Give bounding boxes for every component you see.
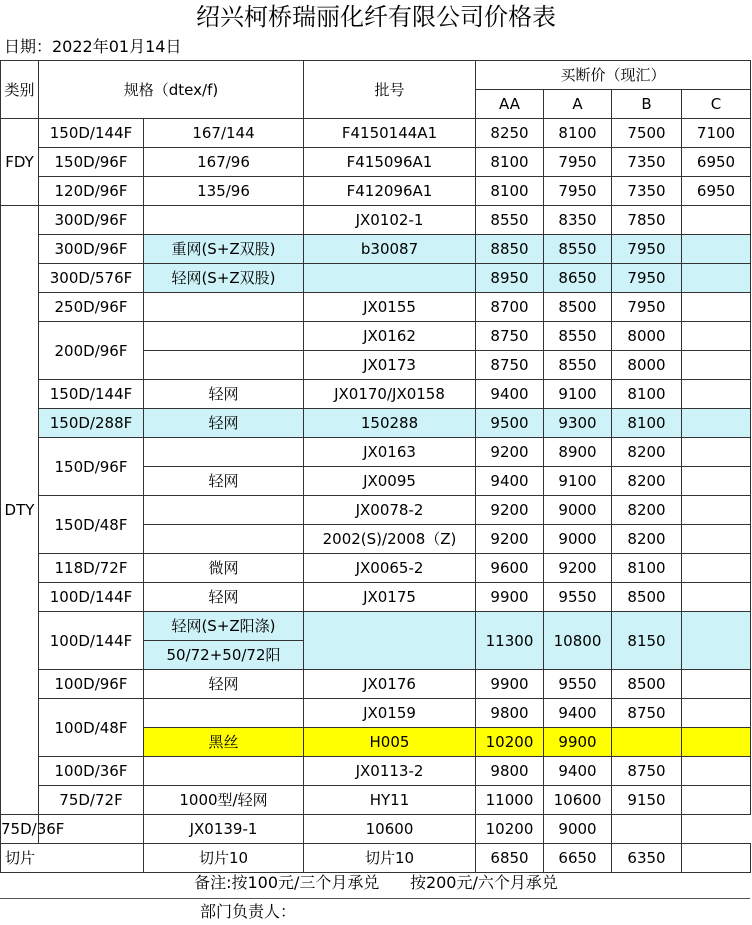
price-c-cell <box>682 380 751 409</box>
subspec-cell: 轻网 <box>144 583 304 612</box>
lot-cell: H005 <box>304 728 476 757</box>
subspec-cell <box>144 322 304 351</box>
price-b-cell: 8150 <box>612 612 682 670</box>
price-c-cell <box>682 496 751 525</box>
price-c-cell <box>612 815 682 844</box>
price-c-cell: 6950 <box>682 177 751 206</box>
lot-cell: F415096A1 <box>304 148 476 177</box>
spec-cell: 150D/144F <box>39 119 144 148</box>
price-b-cell: 8500 <box>612 670 682 699</box>
table-row <box>1 786 751 815</box>
price-aa-cell: 8100 <box>476 177 544 206</box>
price-aa-cell: 10200 <box>476 728 544 757</box>
price-b-cell: 7350 <box>612 148 682 177</box>
price-c-cell <box>682 351 751 380</box>
price-b-cell <box>612 728 682 757</box>
table-row <box>1 235 751 264</box>
table-row <box>1 612 751 641</box>
price-aa-cell: 9400 <box>476 380 544 409</box>
price-c-cell <box>682 322 751 351</box>
price-a-cell: 7950 <box>544 177 612 206</box>
price-a-cell: 9200 <box>544 554 612 583</box>
price-b-cell: 9000 <box>544 815 612 844</box>
price-b-cell: 9150 <box>612 786 682 815</box>
price-a-cell: 10200 <box>476 815 544 844</box>
subspec-cell: 135/96 <box>144 177 304 206</box>
lot-cell: JX0162 <box>304 322 476 351</box>
price-b-cell: 8200 <box>612 496 682 525</box>
subspec-cell: 微网 <box>144 554 304 583</box>
price-aa-cell: 11300 <box>476 612 544 670</box>
price-b-cell: 7500 <box>612 119 682 148</box>
price-aa-cell: 9200 <box>476 496 544 525</box>
table-row <box>1 322 751 351</box>
price-aa-cell: 9200 <box>476 525 544 554</box>
price-a-cell: 8550 <box>544 235 612 264</box>
subspec-cell <box>144 496 304 525</box>
spec-cell: 300D/96F <box>39 206 144 235</box>
header-lot: 批号 <box>304 61 476 119</box>
table-row <box>1 119 751 148</box>
subspec-cell: 轻网 <box>144 467 304 496</box>
subspec-cell: 切片10 <box>144 844 304 873</box>
price-b-cell: 8500 <box>612 583 682 612</box>
table-row <box>1 380 751 409</box>
price-a-cell: 8350 <box>544 206 612 235</box>
table-row <box>1 757 751 786</box>
price-c-cell <box>682 554 751 583</box>
price-b-cell: 8100 <box>612 409 682 438</box>
price-table <box>0 60 751 873</box>
price-b-cell: 8200 <box>612 438 682 467</box>
lot-cell: JX0065-2 <box>304 554 476 583</box>
price-c-cell <box>682 293 751 322</box>
price-a-cell: 9400 <box>544 699 612 728</box>
lot-cell: JX0159 <box>304 699 476 728</box>
price-a-cell: 9000 <box>544 525 612 554</box>
table-row <box>1 206 751 235</box>
price-c-cell <box>682 467 751 496</box>
price-c-cell <box>682 438 751 467</box>
lot-cell: JX0139-1 <box>144 815 304 844</box>
price-aa-cell: 10600 <box>304 815 476 844</box>
subspec-cell: 轻网 <box>144 409 304 438</box>
table-row <box>1 554 751 583</box>
price-aa-cell: 6850 <box>476 844 544 873</box>
table-row <box>1 264 751 293</box>
spec-cell: 118D/72F <box>39 554 144 583</box>
lot-cell: 2002(S)/2008（Z) <box>304 525 476 554</box>
price-a-cell: 8500 <box>544 293 612 322</box>
lot-cell: F412096A1 <box>304 177 476 206</box>
price-a-cell: 8550 <box>544 322 612 351</box>
price-aa-cell: 8750 <box>476 351 544 380</box>
spec-cell: 100D/36F <box>39 757 144 786</box>
price-b-cell: 8100 <box>612 554 682 583</box>
subspec-cell: 重网(S+Z双股) <box>144 235 304 264</box>
price-b-cell: 8750 <box>612 757 682 786</box>
header-price-group: 买断价（现汇） <box>476 61 751 90</box>
price-b-cell: 7950 <box>612 293 682 322</box>
header-grade-b: B <box>612 90 682 119</box>
lot-cell: JX0095 <box>304 467 476 496</box>
price-c-cell <box>682 699 751 728</box>
subspec-cell <box>144 293 304 322</box>
subspec-cell: 50/72+50/72阳 <box>144 641 304 670</box>
subspec-cell <box>144 206 304 235</box>
price-b-cell: 7350 <box>612 177 682 206</box>
price-c-cell <box>682 612 751 670</box>
price-a-cell: 10800 <box>544 612 612 670</box>
table-row <box>1 293 751 322</box>
responsible-person-label: 部门负责人： <box>200 902 297 921</box>
table-row <box>1 409 751 438</box>
subspec-cell: 167/96 <box>144 148 304 177</box>
price-b-cell: 6350 <box>612 844 682 873</box>
price-aa-cell: 9400 <box>476 467 544 496</box>
price-a-cell: 6650 <box>544 844 612 873</box>
spec-cell: 250D/96F <box>39 293 144 322</box>
price-a-cell: 8100 <box>544 119 612 148</box>
spec-cell: 150D/96F <box>39 438 144 496</box>
spec-cell: 100D/48F <box>39 699 144 757</box>
price-c-cell <box>682 409 751 438</box>
lot-cell: JX0170/JX0158 <box>304 380 476 409</box>
subspec-cell: 轻网 <box>144 670 304 699</box>
price-a-cell: 8550 <box>544 351 612 380</box>
price-b-cell: 8000 <box>612 351 682 380</box>
price-b-cell: 7950 <box>612 264 682 293</box>
spec-cell: 300D/576F <box>39 264 144 293</box>
price-b-cell: 8200 <box>612 525 682 554</box>
price-aa-cell: 9200 <box>476 438 544 467</box>
spec-cell: 75D/36F <box>1 815 39 844</box>
spec-cell: 100D/144F <box>39 583 144 612</box>
price-aa-cell: 9500 <box>476 409 544 438</box>
price-c-cell: 7100 <box>682 119 751 148</box>
lot-cell: F4150144A1 <box>304 119 476 148</box>
price-aa-cell: 8100 <box>476 148 544 177</box>
spec-cell: 100D/144F <box>39 612 144 670</box>
header-category: 类别 <box>1 61 39 119</box>
header-grade-a: A <box>544 90 612 119</box>
lot-cell: JX0173 <box>304 351 476 380</box>
lot-cell: JX0078-2 <box>304 496 476 525</box>
spec-cell: 300D/96F <box>39 235 144 264</box>
price-a-cell: 9000 <box>544 496 612 525</box>
subspec-cell: 轻网 <box>144 380 304 409</box>
header-grade-c: C <box>682 90 751 119</box>
price-c-cell: 6950 <box>682 148 751 177</box>
lot-cell: b30087 <box>304 235 476 264</box>
lot-cell: JX0155 <box>304 293 476 322</box>
table-row <box>1 496 751 525</box>
lot-cell: JX0175 <box>304 583 476 612</box>
category-chip: 切片 <box>1 844 144 873</box>
category-fdy: FDY <box>1 119 39 206</box>
spec-cell: 150D/96F <box>39 148 144 177</box>
price-c-cell <box>682 728 751 757</box>
lot-cell: 切片10 <box>304 844 476 873</box>
table-row <box>1 583 751 612</box>
price-aa-cell: 11000 <box>476 786 544 815</box>
price-b-cell: 7850 <box>612 206 682 235</box>
price-a-cell: 8900 <box>544 438 612 467</box>
subspec-cell <box>144 757 304 786</box>
lot-cell <box>304 612 476 670</box>
price-b-cell: 8750 <box>612 699 682 728</box>
price-a-cell: 9550 <box>544 670 612 699</box>
price-a-cell: 9900 <box>544 728 612 757</box>
price-c-cell <box>682 206 751 235</box>
price-aa-cell: 8550 <box>476 206 544 235</box>
subspec-cell <box>144 525 304 554</box>
header-spec: 规格（dtex/f) <box>39 61 304 119</box>
price-c-cell <box>682 583 751 612</box>
price-a-cell: 9300 <box>544 409 612 438</box>
spec-cell: 150D/48F <box>39 496 144 554</box>
price-aa-cell: 9800 <box>476 699 544 728</box>
price-aa-cell: 8850 <box>476 235 544 264</box>
price-b-cell: 8200 <box>612 467 682 496</box>
spec-cell: 150D/144F <box>39 380 144 409</box>
subspec-cell: 黑丝 <box>144 728 304 757</box>
price-a-cell: 9550 <box>544 583 612 612</box>
lot-cell: JX0163 <box>304 438 476 467</box>
table-row <box>1 670 751 699</box>
price-a-cell: 8650 <box>544 264 612 293</box>
spec-cell: 150D/288F <box>39 409 144 438</box>
header-grade-aa: AA <box>476 90 544 119</box>
price-aa-cell: 9800 <box>476 757 544 786</box>
price-b-cell: 8000 <box>612 322 682 351</box>
table-row <box>1 148 751 177</box>
header-row <box>1 61 751 90</box>
price-b-cell: 8100 <box>612 380 682 409</box>
divider <box>0 898 750 899</box>
subspec-cell: 167/144 <box>144 119 304 148</box>
subspec-cell: 轻网(S+Z阳涤) <box>144 612 304 641</box>
table-row <box>1 177 751 206</box>
price-c-cell <box>682 264 751 293</box>
price-a-cell: 9100 <box>544 467 612 496</box>
spec-cell: 75D/72F <box>39 786 144 815</box>
price-aa-cell: 9600 <box>476 554 544 583</box>
subspec-cell: 轻网(S+Z双股) <box>144 264 304 293</box>
table-row <box>1 815 751 844</box>
lot-cell <box>304 264 476 293</box>
lot-cell: JX0176 <box>304 670 476 699</box>
remark-note: 备注:按100元/三个月承兑 按200元/六个月承兑 <box>194 873 558 892</box>
price-a-cell: 10600 <box>544 786 612 815</box>
price-aa-cell: 8700 <box>476 293 544 322</box>
lot-cell: 150288 <box>304 409 476 438</box>
subspec-cell: 1000型/轻网 <box>144 786 304 815</box>
price-c-cell <box>682 786 751 815</box>
price-aa-cell: 8250 <box>476 119 544 148</box>
price-c-cell <box>682 670 751 699</box>
price-a-cell: 9400 <box>544 757 612 786</box>
subspec-cell <box>144 351 304 380</box>
price-c-cell <box>682 525 751 554</box>
price-aa-cell: 9900 <box>476 670 544 699</box>
price-b-cell: 7950 <box>612 235 682 264</box>
lot-cell: HY11 <box>304 786 476 815</box>
price-aa-cell: 8950 <box>476 264 544 293</box>
spec-cell: 100D/96F <box>39 670 144 699</box>
price-aa-cell: 8750 <box>476 322 544 351</box>
price-a-cell: 9100 <box>544 380 612 409</box>
price-c-cell <box>682 235 751 264</box>
lot-cell: JX0102-1 <box>304 206 476 235</box>
date-label: 日期：2022年01月14日 <box>4 37 182 56</box>
spec-cell: 120D/96F <box>39 177 144 206</box>
price-aa-cell: 9900 <box>476 583 544 612</box>
category-dty: DTY <box>1 206 39 815</box>
table-row <box>1 438 751 467</box>
spec-cell: 200D/96F <box>39 322 144 380</box>
subspec-cell <box>144 438 304 467</box>
lot-cell: JX0113-2 <box>304 757 476 786</box>
subspec-cell <box>144 699 304 728</box>
table-row <box>1 699 751 728</box>
price-c-cell <box>682 757 751 786</box>
page-title: 绍兴柯桥瑞丽化纤有限公司价格表 <box>196 3 556 31</box>
price-a-cell: 7950 <box>544 148 612 177</box>
